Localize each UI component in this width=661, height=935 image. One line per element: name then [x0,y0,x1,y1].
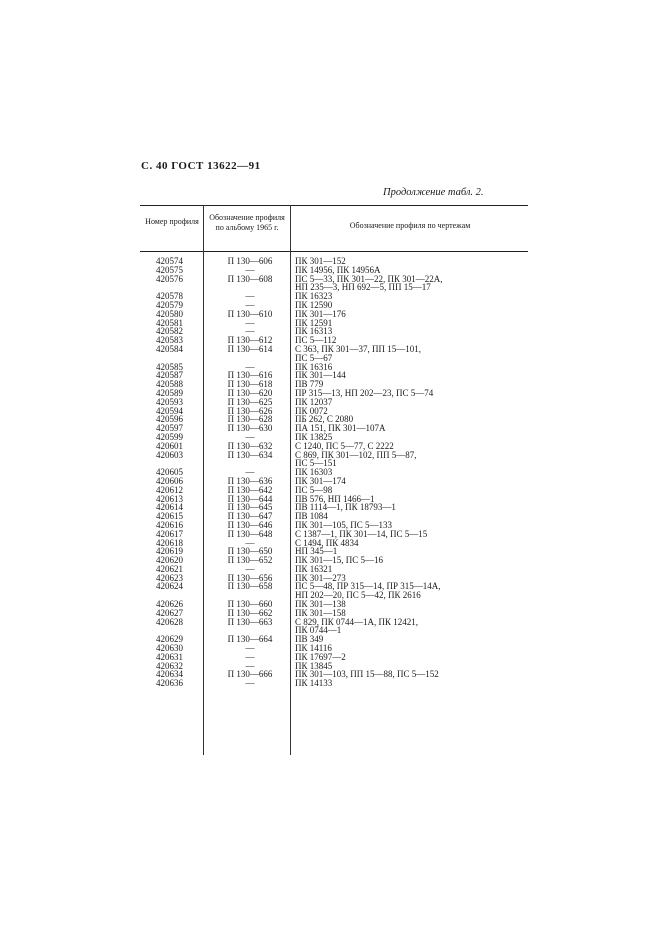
profile-number: 420593 [156,396,183,407]
drawing-designation [295,345,421,363]
drawing-designation-line: ПК 14133 [295,678,333,689]
column-header-number: Номер профиля [145,217,199,226]
drawing-designation-line: ПК 13825 [295,431,333,442]
album-designation: П 130—618 [227,379,273,390]
album-designation: — [245,563,255,574]
drawing-designation-line: ПК 0072 [295,405,328,416]
drawing-designation-line: С 1494, ПК 4834 [295,537,359,548]
drawing-designation-line: ПС 5—112 [295,335,337,346]
album-designation: П 130—646 [227,519,273,530]
profile-number: 420575 [156,264,183,275]
drawing-designation-line: С 829, ПК 0744—1А, ПК 12421, [295,616,419,627]
table-row [140,582,528,600]
table-row [140,371,528,380]
drawing-designation-line: ПК 12037 [295,396,333,407]
profile-number: 420628 [156,616,183,627]
profiles-table [140,205,528,755]
table-row [140,653,528,662]
profile-number: 420580 [156,308,183,319]
drawing-designation-line: ПК 13845 [295,660,333,671]
drawing-designation-line: ПК 14116 [295,643,332,654]
album-designation: — [245,678,255,689]
album-designation: П 130—652 [227,555,273,566]
table-row [140,503,528,512]
album-designation: П 130—642 [227,484,273,495]
drawing-designation-line: ПК 16323 [295,291,333,302]
drawing-designation-line: ПВ 576, НП 1466—1 [295,493,375,504]
table-body [140,257,528,688]
drawing-designation-line: ПК 12590 [295,299,333,310]
album-designation: — [245,264,255,275]
profile-number: 420594 [156,405,183,416]
album-designation: П 130—660 [227,599,273,610]
table-row [140,635,528,644]
drawing-designation [295,275,443,293]
album-designation: П 130—616 [227,370,273,381]
drawing-designation-line: ПС 5—48, ПР 315—14, ПР 315—14А, [295,581,441,592]
profile-number: 420620 [156,555,183,566]
album-designation: П 130—606 [227,256,273,266]
table-row [140,477,528,486]
album-designation: П 130—630 [227,423,273,434]
profile-number: 420626 [156,599,183,610]
album-designation: П 130—648 [227,528,273,539]
table-row [140,670,528,679]
drawing-designation-line: ПК 16303 [295,467,333,478]
profile-number: 420588 [156,379,183,390]
drawing-designation-line: С 869, ПК 301—102, ПП 5—87, [295,449,417,460]
album-designation: П 130—625 [227,396,273,407]
profile-number: 420606 [156,475,183,486]
drawing-designation-line: ПР 315—13, НП 202—23, ПС 5—74 [295,387,434,398]
drawing-designation-line: ПК 301—174 [295,475,346,486]
drawing-designation-line: ПК 16316 [295,361,333,372]
album-designation: П 130—628 [227,414,273,425]
album-designation: П 130—666 [227,669,273,680]
drawing-designation-line: НП 202—20, ПС 5—42, ПК 2616 [295,590,421,601]
table-row [140,398,528,407]
profile-number: 420574 [156,256,183,266]
album-designation: П 130—608 [227,273,273,284]
profile-number: 420597 [156,423,183,434]
profile-number: 420636 [156,678,183,689]
album-designation: П 130—614 [227,343,273,354]
profile-number: 420583 [156,335,183,346]
album-designation: — [245,643,255,654]
table-row [140,389,528,398]
album-designation: П 130—647 [227,511,273,522]
drawing-designation-line: ПК 16321 [295,563,333,574]
profile-number: 420582 [156,326,183,337]
profile-number: 420623 [156,572,183,583]
drawing-designation-line: С 363, ПК 301—37, ПП 15—101, [295,343,422,354]
album-designation: П 130—650 [227,546,273,557]
profile-number: 420627 [156,607,183,618]
drawing-designation-line: ПК 301—158 [295,607,346,618]
profile-number: 420581 [156,317,183,328]
profile-number: 420624 [156,581,183,592]
album-designation: — [245,361,255,372]
album-designation: П 130—644 [227,493,273,504]
album-designation: П 130—663 [227,616,273,627]
drawing-designation-line: С 1387—1, ПК 301—14, ПС 5—15 [295,528,428,539]
drawing-designation-line: ПБ 262, С 2080 [295,414,354,425]
table-row [140,451,528,469]
drawing-designation-line: ПК 16313 [295,326,333,337]
table-row [140,345,528,363]
table-row [140,292,528,301]
table-row [140,618,528,636]
profile-number: 420613 [156,493,183,504]
column-header-album-designation: Обозначение профиля по альбому 1965 г. [209,213,285,232]
drawing-designation-line: ПК 301—152 [295,256,346,266]
table-row [140,275,528,293]
profile-number: 420599 [156,431,183,442]
profile-number: 420579 [156,299,183,310]
profile-number: 420614 [156,502,183,513]
profile-number: 420632 [156,660,183,671]
profile-number: 420576 [156,273,183,284]
album-designation: П 130—636 [227,475,273,486]
drawing-designation-line: ПК 301—15, ПС 5—16 [295,555,384,566]
profile-number: 420621 [156,563,183,574]
profile-number: 420630 [156,643,183,654]
drawing-designation-line: ПК 0744—1 [295,625,342,636]
drawing-designation-line: ПК 17697—2 [295,651,346,662]
profile-number: 420587 [156,370,183,381]
album-designation: П 130—612 [227,335,273,346]
profile-number: 420578 [156,291,183,302]
profile-number: 420584 [156,343,183,354]
profile-number: 420601 [156,440,183,451]
album-designation: П 130—664 [227,634,273,645]
drawing-designation [295,582,441,600]
page-header: С. 40 ГОСТ 13622—91 [141,160,261,172]
drawing-designation-line: ПС 5—98 [295,484,333,495]
profile-number: 420616 [156,519,183,530]
drawing-designation-line: ПК 301—273 [295,572,346,583]
profile-number: 420612 [156,484,183,495]
table-row [140,556,528,565]
profile-number: 420631 [156,651,183,662]
drawing-designation-line: ПА 151, ПК 301—107А [295,423,386,434]
album-designation: П 130—610 [227,308,273,319]
drawing-designation [295,618,418,636]
drawing-designation-line: ПС 5—67 [295,352,333,363]
album-designation: — [245,299,255,310]
drawing-designation-line: НП 235—3, НП 692—5, ПП 15—17 [295,282,431,293]
drawing-designation-line: ПК 301—144 [295,370,346,381]
drawing-designation-line: ПВ 1084 [295,511,328,522]
album-designation: — [245,651,255,662]
table-header-rule [140,251,528,252]
table-row [140,319,528,328]
profile-number: 420589 [156,387,183,398]
album-designation: — [245,660,255,671]
drawing-designation-line: ПС 5—151 [295,458,337,469]
profile-number: 420596 [156,414,183,425]
album-designation: — [245,317,255,328]
album-designation: П 130—626 [227,405,273,416]
drawing-designation-line: ПВ 1114—1, ПК 18793—1 [295,502,396,513]
album-designation: — [245,326,255,337]
table-row [140,424,528,433]
drawing-designation-line: ПК 12591 [295,317,333,328]
drawing-designation-line: НП 345—1 [295,546,338,557]
album-designation: П 130—658 [227,581,273,592]
drawing-designation-line: ПК 301—138 [295,599,346,610]
drawing-designation-line: ПВ 349 [295,634,324,645]
album-designation: — [245,467,255,478]
table-continuation-label: Продолжение табл. 2. [383,187,484,198]
profile-number: 420617 [156,528,183,539]
drawing-designation-line: ПВ 779 [295,379,324,390]
profile-number: 420629 [156,634,183,645]
profile-number: 420585 [156,361,183,372]
profile-number: 420615 [156,511,183,522]
table-row [140,679,528,688]
album-designation: П 130—632 [227,440,273,451]
album-designation: — [245,291,255,302]
column-header-drawing-designation: Обозначение профиля по чертежам [349,221,471,230]
profile-number: 420634 [156,669,183,680]
table-top-rule [140,205,528,206]
drawing-designation [295,451,417,469]
drawing-designation-line: ПС 5—33, ПК 301—22, ПК 301—22А, [295,273,443,284]
profile-number: 420605 [156,467,183,478]
drawing-designation-line: С 1240, ПС 5—77, С 2222 [295,440,394,451]
table-row [140,310,528,319]
drawing-designation-line: ПК 14956, ПК 14956А [295,264,381,275]
album-designation: П 130—645 [227,502,273,513]
profile-number: 420603 [156,449,183,460]
album-designation: — [245,431,255,442]
drawing-designation [295,679,332,688]
profile-number: 420618 [156,537,183,548]
album-designation: — [245,537,255,548]
album-designation: П 130—662 [227,607,273,618]
album-designation: П 130—620 [227,387,273,398]
album-designation: П 130—656 [227,572,273,583]
profile-number: 420619 [156,546,183,557]
drawing-designation-line: ПК 301—105, ПС 5—133 [295,519,393,530]
album-designation: П 130—634 [227,449,273,460]
drawing-designation-line: ПК 301—176 [295,308,346,319]
drawing-designation-line: ПК 301—103, ПП 15—88, ПС 5—152 [295,669,439,680]
